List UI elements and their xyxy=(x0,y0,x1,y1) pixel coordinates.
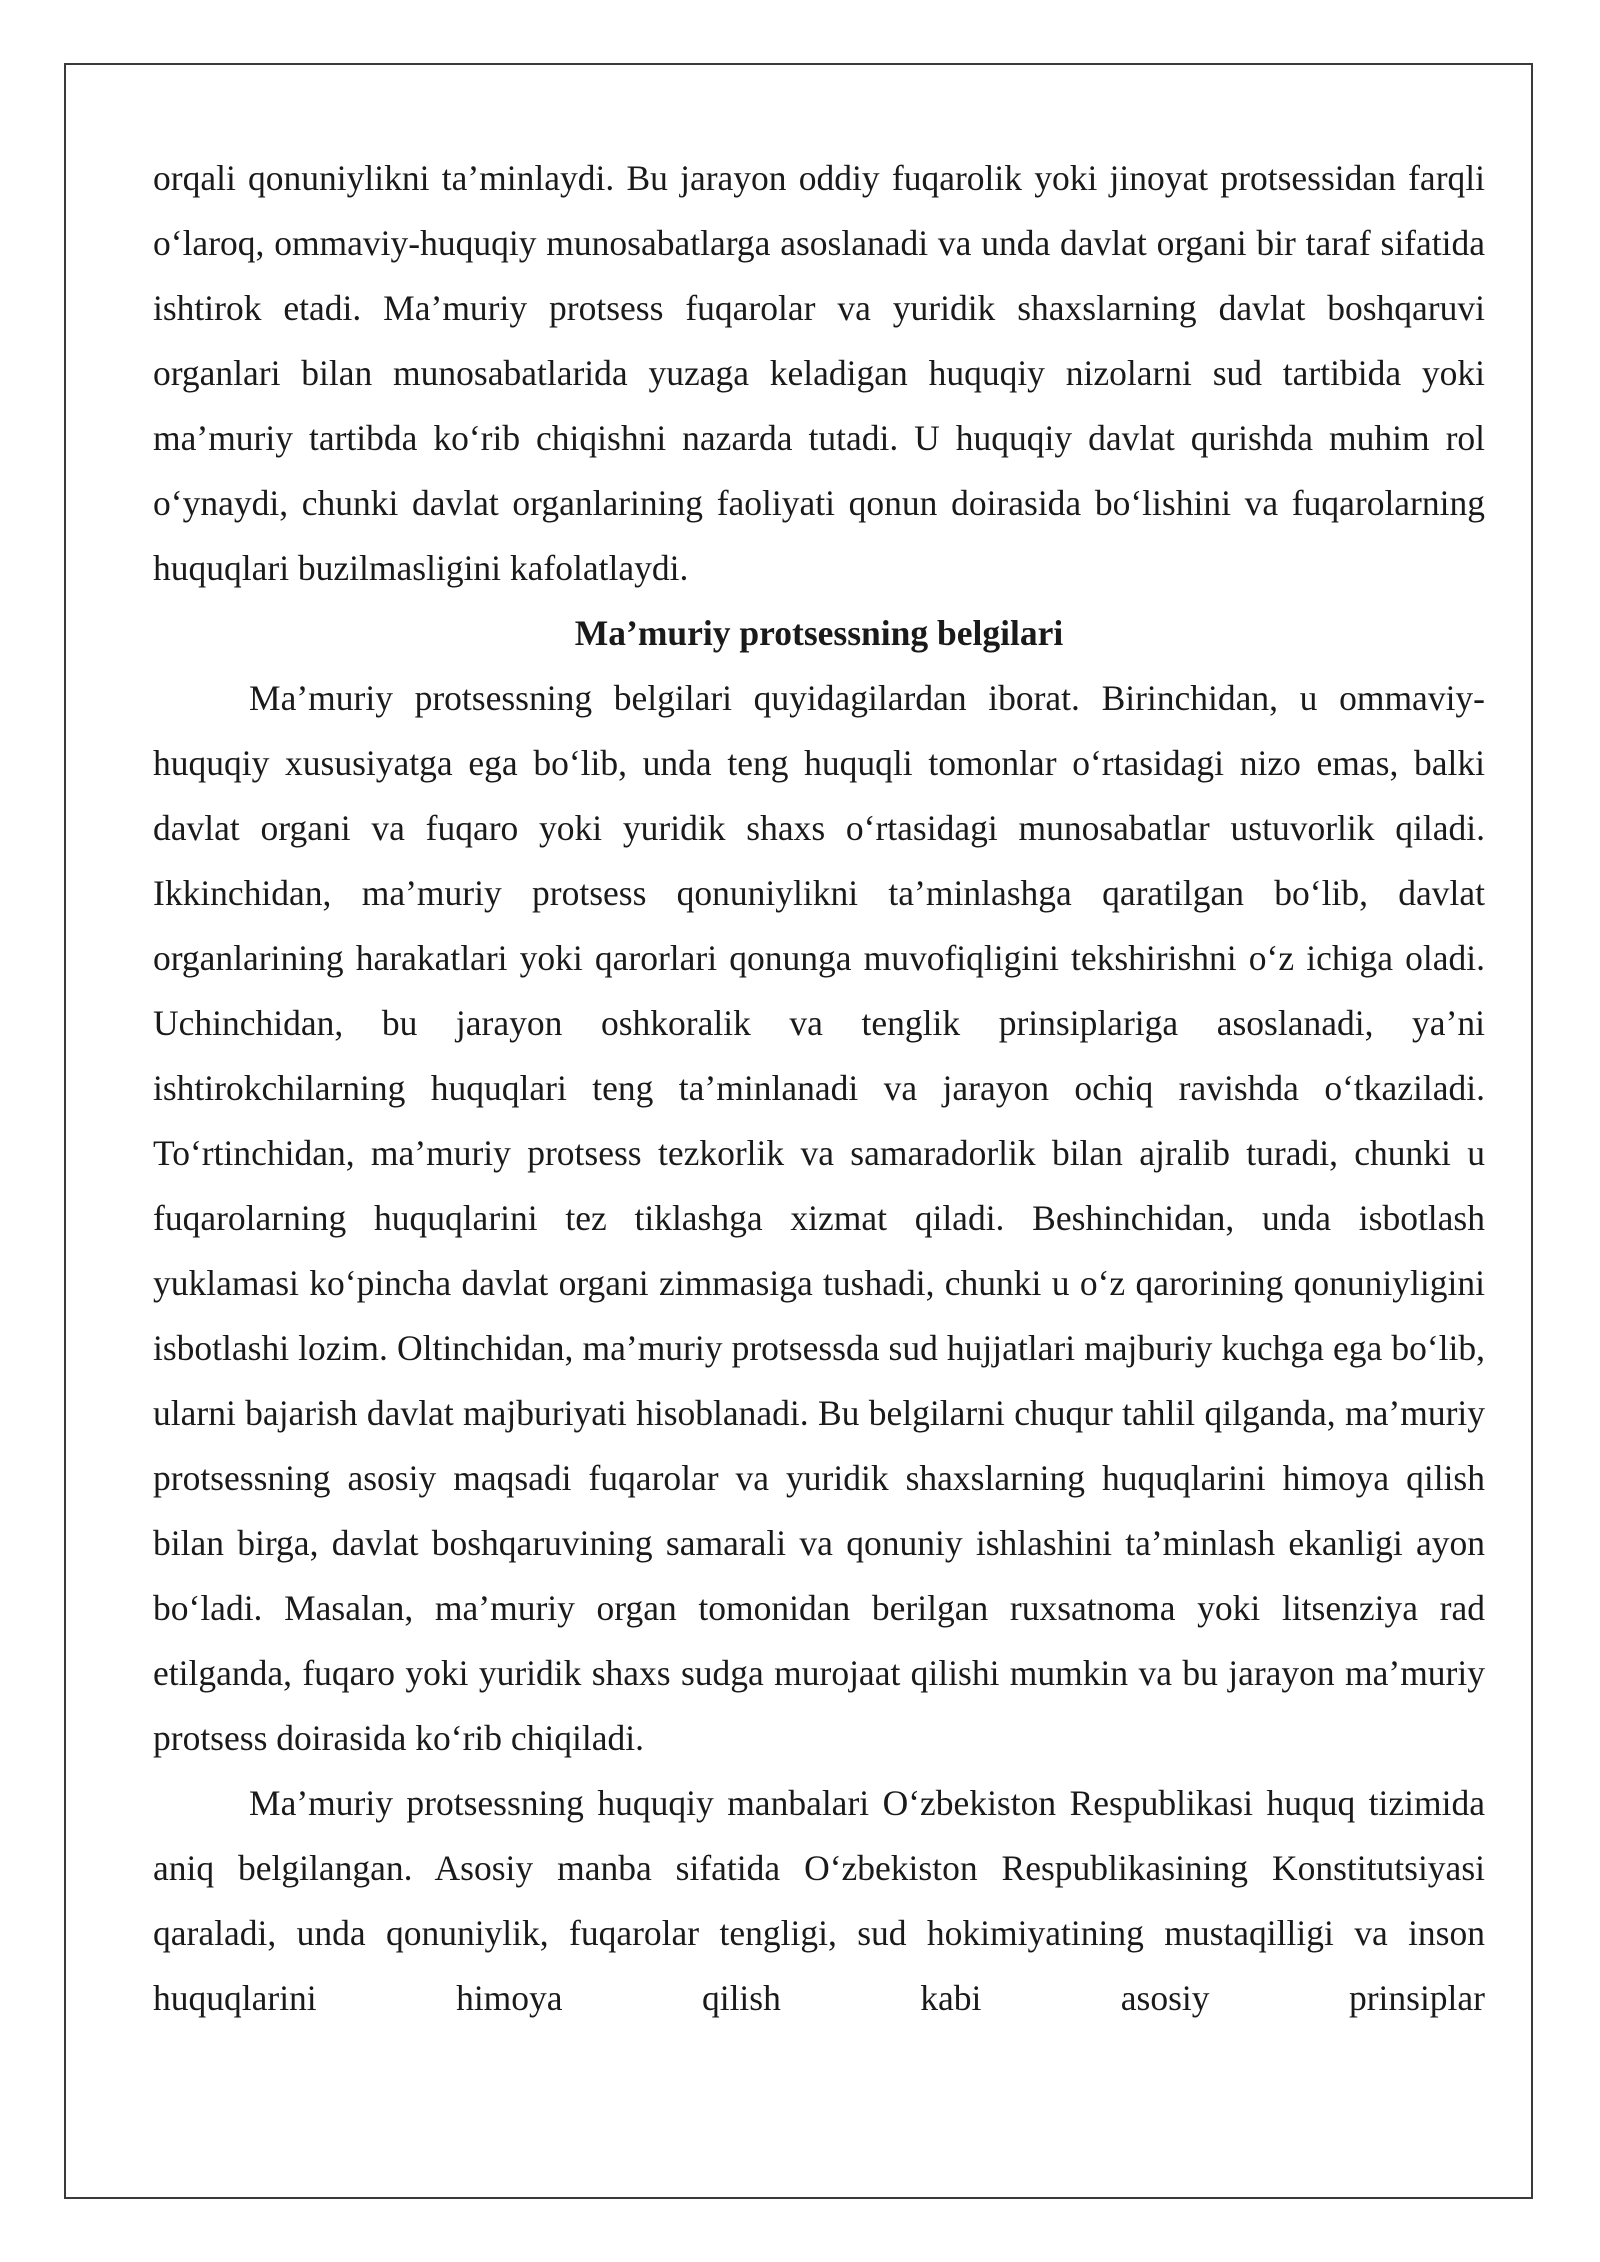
paragraph-legal-sources: Ma’muriy protsessning huquqiy manbalari O‘zbekiston Respublikasi huquq tizimida aniq belgilangan. Asosiy manba sifatida O‘zbekiston Respublikasining Konstitutsiyasi qaraladi, unda qonuniylik, fuqarolar tengligi, sud hokimiyatining mustaqilligi va inson huquqlarini himoya qilish kabi asosiy prinsiplar xyxy=(153,1783,1485,2018)
paragraph-characteristics: Ma’muriy protsessning belgilari quyidagilardan iborat. Birinchidan, u ommaviy-huquqiy xususiyatga ega bo‘lib, unda teng huquqli tomonlar o‘rtasidagi nizo emas, balki davlat organi va fuqaro yoki yuridik shaxs o‘rtasidagi munosabatlar ustuvorlik qiladi. Ikkinchidan, ma’muriy protsess qonuniylikni ta’minlashga qaratilgan bo‘lib, davlat organlarining harakatlari yoki qarorlari qonunga muvofiqligini tekshirishni o‘z ichiga oladi. Uchinchidan, bu jarayon oshkoralik va tenglik prinsiplariga asoslanadi, ya’ni ishtirokchilarning huquqlari teng ta’minlanadi va jarayon ochiq ravishda o‘tkaziladi. To‘rtinchidan, ma’muriy protsess tezkorlik va samaradorlik bilan ajralib turadi, chunki u fuqarolarning huquqlarini tez tiklashga xizmat qiladi. Beshinchidan, unda isbotlash yuklamasi ko‘pincha davlat organi zimmasiga tushadi, chunki u o‘z qarorining qonuniyligini isbotlashi lozim. Oltinchidan, ma’muriy protsessda sud hujjatlari majburiy kuchga ega bo‘lib, ularni bajarish davlat majburiyati hisoblanadi. Bu belgilarni chuqur tahlil qilganda, ma’muriy protsessning asosiy maqsadi fuqarolar va yuridik shaxslarning huquqlarini himoya qilish bilan birga, davlat boshqaruvining samarali va qonuniy ishlashini ta’minlash ekanligi ayon bo‘ladi. Masalan, ma’muriy organ tomonidan berilgan ruxsatnoma yoki litsenziya rad etilganda, fuqaro yoki yuridik shaxs sudga murojaat qilishi mumkin va bu jarayon ma’muriy protsess doirasida ko‘rib chiqiladi. xyxy=(153,678,1485,1758)
paragraph-intro-continued: orqali qonuniylikni ta’minlaydi. Bu jarayon oddiy fuqarolik yoki jinoyat protsessidan farqli o‘laroq, ommaviy-huquqiy munosabatlarga asoslanadi va unda davlat organi bir taraf sifatida ishtirok etadi. Ma’muriy protsess fuqarolar va yuridik shaxslarning davlat boshqaruvi organlari bilan munosabatlarida yuzaga keladigan huquqiy nizolarni sud tartibida yoki ma’muriy tartibda ko‘rib chiqishni nazarda tutadi. U huquqiy davlat qurishda muhim rol o‘ynaydi, chunki davlat organlarining faoliyati qonun doirasida bo‘lishini va fuqarolarning huquqlari buzilmasligini kafolatlaydi. xyxy=(153,158,1485,588)
section-heading: Ma’muriy protsessning belgilari xyxy=(574,613,1064,653)
document-body xyxy=(153,146,1485,2031)
